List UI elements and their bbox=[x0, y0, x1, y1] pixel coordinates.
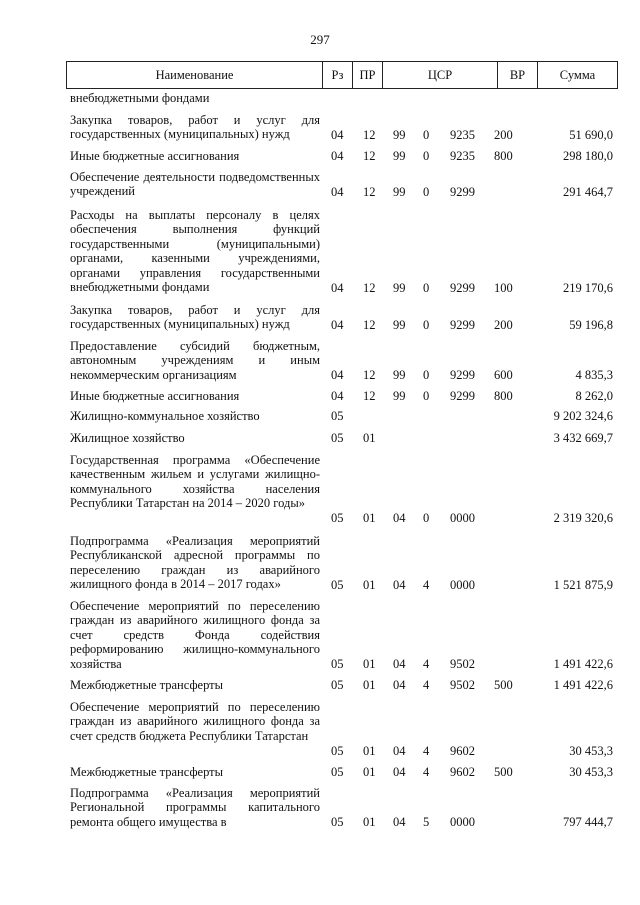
row-name: Расходы на выплаты персоналу в целях обеспечения выполнения функций государственными (муниципальными) органами, казенными учреждениями, органами управления государственными внебюджетными фондами bbox=[70, 208, 320, 295]
sum-cell: 3 432 669,7 bbox=[553, 430, 613, 445]
row-name: Жилищное хозяйство bbox=[70, 431, 185, 445]
rz-cell: 05 bbox=[331, 577, 344, 592]
csr-program-cell: 04 bbox=[393, 510, 406, 525]
row-name: Жилищно-коммунальное хозяйство bbox=[70, 409, 260, 423]
sum-cell: 8 262,0 bbox=[575, 388, 613, 403]
csr-subprogram-cell: 0 bbox=[423, 184, 430, 199]
csr-program-cell: 04 bbox=[393, 764, 406, 779]
vr-cell: 500 bbox=[494, 677, 513, 692]
csr-subprogram-cell: 0 bbox=[423, 280, 430, 295]
table-row bbox=[0, 786, 640, 829]
pr-cell: 12 bbox=[363, 280, 376, 295]
row-name: Межбюджетные трансферты bbox=[70, 678, 224, 692]
row-name: Подпрограмма «Реализация мероприятий Республиканской адресной программы по переселению граждан из аварийного жилищного фонда в 2014 – 2017 годах» bbox=[70, 534, 320, 592]
sum-cell: 2 319 320,6 bbox=[553, 510, 613, 525]
csr-program-cell: 99 bbox=[393, 317, 406, 332]
table-row bbox=[0, 534, 640, 592]
pr-cell: 01 bbox=[363, 743, 376, 758]
row-name: Закупка товаров, работ и услуг для государственных (муниципальных) нужд bbox=[70, 303, 320, 332]
rz-cell: 04 bbox=[331, 367, 344, 382]
row-name: Иные бюджетные ассигнования bbox=[70, 149, 240, 163]
csr-code-cell: 0000 bbox=[450, 510, 475, 525]
csr-code-cell: 9502 bbox=[450, 656, 475, 671]
table-header bbox=[66, 61, 618, 89]
row-name: Обеспечение мероприятий по переселению граждан из аварийного жилищного фонда за счет средств бюджета Республики Татарстан bbox=[70, 700, 320, 743]
csr-subprogram-cell: 0 bbox=[423, 510, 430, 525]
csr-subprogram-cell: 5 bbox=[423, 814, 430, 829]
csr-code-cell: 9502 bbox=[450, 677, 475, 692]
pr-cell: 01 bbox=[363, 814, 376, 829]
csr-code-cell: 9299 bbox=[450, 184, 475, 199]
pr-cell: 12 bbox=[363, 317, 376, 332]
vr-cell: 200 bbox=[494, 127, 513, 142]
csr-program-cell: 04 bbox=[393, 577, 406, 592]
row-name: Межбюджетные трансферты bbox=[70, 765, 224, 779]
pr-cell: 12 bbox=[363, 388, 376, 403]
vr-cell: 200 bbox=[494, 317, 513, 332]
row-name: Закупка товаров, работ и услуг для государственных (муниципальных) нужд bbox=[70, 113, 320, 142]
sum-cell: 1 521 875,9 bbox=[553, 577, 613, 592]
row-name: Обеспечение деятельности подведомственных учреждений bbox=[70, 170, 320, 199]
csr-code-cell: 0000 bbox=[450, 577, 475, 592]
csr-code-cell: 9235 bbox=[450, 148, 475, 163]
vr-cell: 500 bbox=[494, 764, 513, 779]
table-row bbox=[0, 389, 640, 403]
rz-cell: 04 bbox=[331, 317, 344, 332]
csr-code-cell: 0000 bbox=[450, 814, 475, 829]
row-name: Обеспечение мероприятий по переселению граждан из аварийного жилищного фонда за счет средств Фонда содействия реформированию жилищно-коммунального хозяйства bbox=[70, 599, 320, 671]
rz-cell: 05 bbox=[331, 430, 344, 445]
table-row bbox=[0, 678, 640, 692]
sum-cell: 59 196,8 bbox=[569, 317, 613, 332]
pr-cell: 01 bbox=[363, 430, 376, 445]
rz-cell: 05 bbox=[331, 408, 344, 423]
csr-code-cell: 9299 bbox=[450, 280, 475, 295]
csr-subprogram-cell: 4 bbox=[423, 764, 430, 779]
rz-cell: 04 bbox=[331, 184, 344, 199]
csr-subprogram-cell: 0 bbox=[423, 367, 430, 382]
table-row bbox=[0, 149, 640, 163]
csr-code-cell: 9299 bbox=[450, 367, 475, 382]
csr-program-cell: 99 bbox=[393, 148, 406, 163]
table-row bbox=[0, 303, 640, 332]
row-name: Государственная программа «Обеспечение качественным жильем и услугами жилищно-коммунального хозяйства населения Республики Татарстан на 2014 – 2020 годы» bbox=[70, 453, 320, 511]
rz-cell: 04 bbox=[331, 148, 344, 163]
csr-program-cell: 04 bbox=[393, 677, 406, 692]
row-name: Подпрограмма «Реализация мероприятий Региональной программы капитального ремонта общего имущества в bbox=[70, 786, 320, 829]
row-name: Предоставление субсидий бюджетным, автономным учреждениям и иным некоммерческим организациям bbox=[70, 339, 320, 382]
column-header-sum: Сумма bbox=[538, 62, 618, 89]
sum-cell: 30 453,3 bbox=[569, 764, 613, 779]
page-number: 297 bbox=[310, 32, 330, 47]
rz-cell: 05 bbox=[331, 656, 344, 671]
sum-cell: 30 453,3 bbox=[569, 743, 613, 758]
csr-subprogram-cell: 4 bbox=[423, 577, 430, 592]
row-name: внебюджетными фондами bbox=[70, 91, 210, 105]
csr-program-cell: 99 bbox=[393, 184, 406, 199]
pr-cell: 12 bbox=[363, 184, 376, 199]
table-row bbox=[0, 91, 640, 105]
pr-cell: 01 bbox=[363, 656, 376, 671]
table-row bbox=[0, 113, 640, 142]
csr-subprogram-cell: 4 bbox=[423, 656, 430, 671]
column-header-vr: ВР bbox=[498, 62, 538, 89]
rz-cell: 04 bbox=[331, 388, 344, 403]
csr-program-cell: 99 bbox=[393, 388, 406, 403]
csr-program-cell: 99 bbox=[393, 280, 406, 295]
column-header-rz: Рз bbox=[323, 62, 353, 89]
csr-program-cell: 04 bbox=[393, 743, 406, 758]
sum-cell: 797 444,7 bbox=[563, 814, 613, 829]
csr-subprogram-cell: 0 bbox=[423, 317, 430, 332]
rz-cell: 04 bbox=[331, 127, 344, 142]
pr-cell: 12 bbox=[363, 148, 376, 163]
table-row bbox=[0, 599, 640, 671]
vr-cell: 800 bbox=[494, 388, 513, 403]
table-row bbox=[0, 700, 640, 758]
csr-code-cell: 9602 bbox=[450, 764, 475, 779]
table-row bbox=[0, 765, 640, 779]
column-header-pr: ПР bbox=[353, 62, 383, 89]
csr-program-cell: 04 bbox=[393, 814, 406, 829]
rz-cell: 05 bbox=[331, 677, 344, 692]
sum-cell: 4 835,3 bbox=[575, 367, 613, 382]
sum-cell: 1 491 422,6 bbox=[553, 656, 613, 671]
csr-subprogram-cell: 4 bbox=[423, 677, 430, 692]
pr-cell: 01 bbox=[363, 764, 376, 779]
sum-cell: 298 180,0 bbox=[563, 148, 613, 163]
csr-code-cell: 9602 bbox=[450, 743, 475, 758]
table-row bbox=[0, 170, 640, 199]
csr-subprogram-cell: 4 bbox=[423, 743, 430, 758]
pr-cell: 01 bbox=[363, 677, 376, 692]
csr-program-cell: 04 bbox=[393, 656, 406, 671]
csr-program-cell: 99 bbox=[393, 367, 406, 382]
pr-cell: 01 bbox=[363, 510, 376, 525]
csr-code-cell: 9299 bbox=[450, 317, 475, 332]
row-name: Иные бюджетные ассигнования bbox=[70, 389, 240, 403]
sum-cell: 219 170,6 bbox=[563, 280, 613, 295]
csr-subprogram-cell: 0 bbox=[423, 148, 430, 163]
table-row bbox=[0, 409, 640, 423]
vr-cell: 600 bbox=[494, 367, 513, 382]
column-header-name: Наименование bbox=[67, 62, 323, 89]
sum-cell: 291 464,7 bbox=[563, 184, 613, 199]
pr-cell: 12 bbox=[363, 127, 376, 142]
rz-cell: 05 bbox=[331, 743, 344, 758]
table-row bbox=[0, 453, 640, 525]
csr-code-cell: 9299 bbox=[450, 388, 475, 403]
sum-cell: 9 202 324,6 bbox=[553, 408, 613, 423]
csr-subprogram-cell: 0 bbox=[423, 127, 430, 142]
sum-cell: 1 491 422,6 bbox=[553, 677, 613, 692]
rz-cell: 05 bbox=[331, 764, 344, 779]
rz-cell: 05 bbox=[331, 814, 344, 829]
sum-cell: 51 690,0 bbox=[569, 127, 613, 142]
table-row bbox=[0, 339, 640, 382]
column-header-csr: ЦСР bbox=[383, 62, 498, 89]
vr-cell: 100 bbox=[494, 280, 513, 295]
rz-cell: 05 bbox=[331, 510, 344, 525]
vr-cell: 800 bbox=[494, 148, 513, 163]
csr-subprogram-cell: 0 bbox=[423, 388, 430, 403]
csr-program-cell: 99 bbox=[393, 127, 406, 142]
rz-cell: 04 bbox=[331, 280, 344, 295]
table-row bbox=[0, 208, 640, 295]
csr-code-cell: 9235 bbox=[450, 127, 475, 142]
pr-cell: 12 bbox=[363, 367, 376, 382]
pr-cell: 01 bbox=[363, 577, 376, 592]
table-row bbox=[0, 431, 640, 445]
